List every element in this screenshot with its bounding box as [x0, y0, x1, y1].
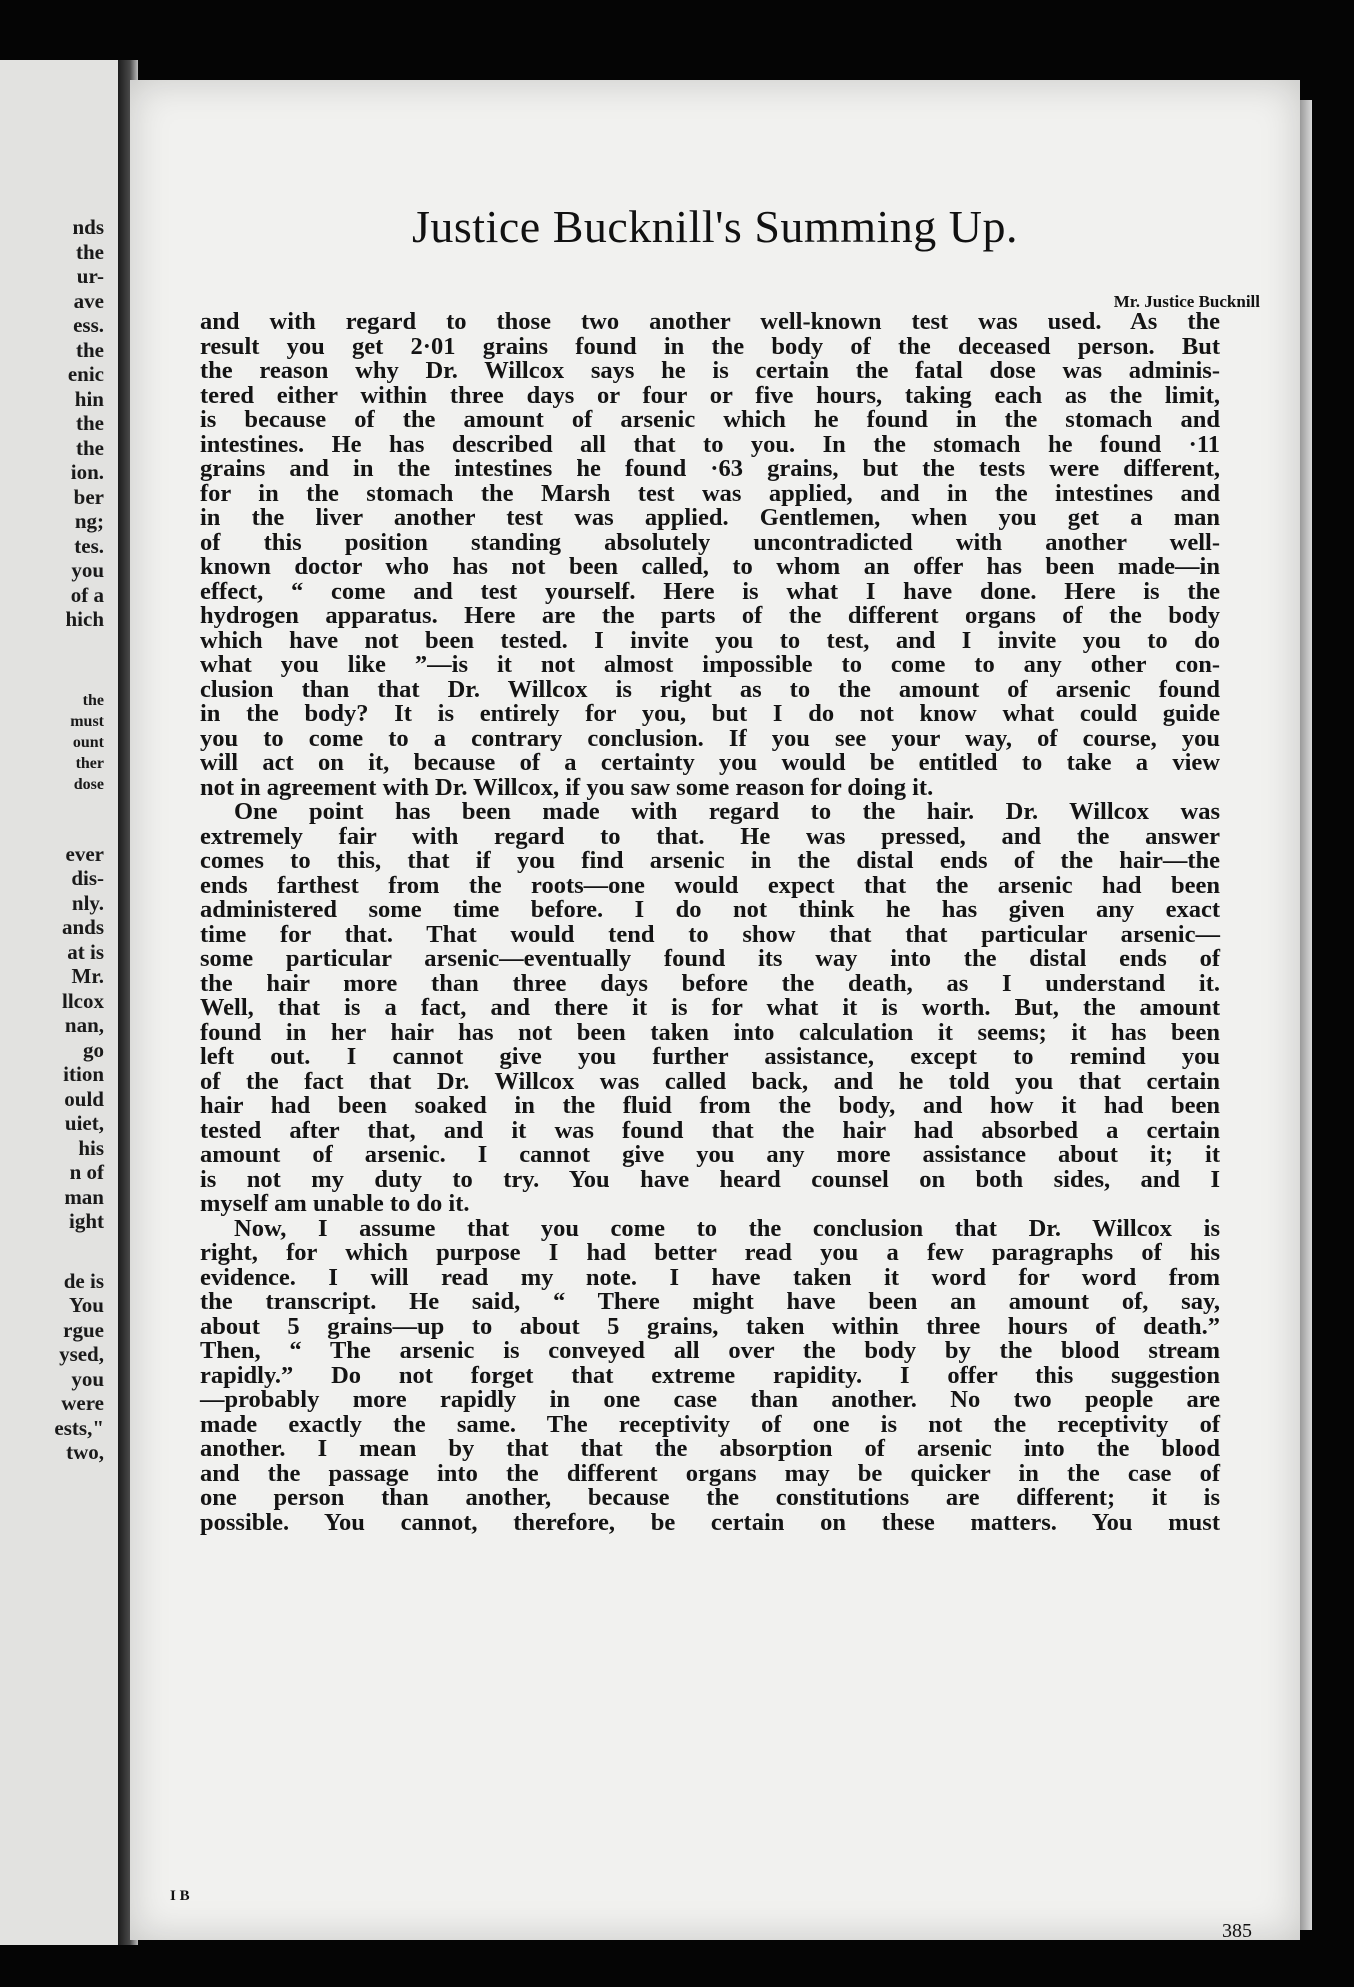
- facing-page-text-fragment: ition: [63, 1062, 104, 1086]
- text-line: not in agreement with Dr. Willcox, if you saw some reason for doing it.: [200, 773, 934, 801]
- facing-page-text-fragment: the: [82, 691, 104, 709]
- text-line: what you like ”—is it not almost impossible to come to any other con-: [200, 651, 1220, 678]
- facing-page-text-fragment: dose: [73, 775, 104, 793]
- facing-page-text-fragment: you: [71, 1366, 104, 1391]
- text-line: is not my duty to try. You have heard counsel on both sides, and I: [200, 1165, 1220, 1193]
- facing-page-text-fragment: hich: [65, 607, 104, 631]
- facing-page-text-fragment: n of: [69, 1160, 104, 1184]
- facing-page-text-fragment: ount: [72, 733, 104, 751]
- text-line: One point has been made with regard to the hair. Dr. Willcox was: [234, 798, 1220, 825]
- facing-page-text-fragment: You: [68, 1293, 104, 1317]
- facing-page-text-fragment: were: [61, 1391, 104, 1415]
- facing-page-text-fragment: ur-: [76, 264, 104, 288]
- text-line: intestines. He has described all that to you. In the stomach he found ·11: [200, 430, 1220, 458]
- running-head: Mr. Justice Bucknill: [1113, 292, 1260, 311]
- text-line: found in her hair has not been taken into calculation it seems; it has been: [200, 1018, 1220, 1046]
- text-line: in the liver another test was applied. Gentlemen, when you get a man: [200, 504, 1220, 531]
- text-line: the reason why Dr. Willcox says he is certain the fatal dose was adminis-: [200, 357, 1220, 384]
- facing-page-text-fragment: ever: [65, 841, 104, 866]
- text-line: of this position standing absolutely uncontradicted with another well-: [200, 528, 1220, 556]
- text-line: hydrogen apparatus. Here are the parts of the different organs of the body: [200, 602, 1220, 629]
- text-line: some particular arsenic—eventually found its way into the distal ends of: [200, 945, 1220, 972]
- page-edge: [1300, 100, 1312, 1930]
- text-line: which have not been tested. I invite you to test, and I invite you to do: [200, 626, 1220, 654]
- text-line: Well, that is a fact, and there it is for what it is worth. But, the amount: [200, 994, 1220, 1021]
- text-line: possible. You cannot, therefore, be certain on these matters. You must: [200, 1508, 1220, 1536]
- facing-page-text-fragment: ion.: [70, 460, 104, 484]
- text-line: Now, I assume that you come to the conclusion that Dr. Willcox is: [234, 1214, 1220, 1242]
- facing-page-text-fragment: de is: [63, 1268, 104, 1293]
- text-line: administered some time before. I do not think he has given any exact: [200, 896, 1220, 923]
- facing-page-text-fragment: go: [83, 1037, 104, 1062]
- text-line: result you get 2·01 grains found in the body of the deceased person. But: [200, 332, 1220, 360]
- facing-page-text-fragment: the: [76, 239, 104, 264]
- facing-page-text-fragment: nds: [72, 215, 104, 239]
- facing-page-text-fragment: man: [64, 1184, 104, 1209]
- text-line: left out. I cannot give you further assistance, except to remind you: [200, 1043, 1220, 1070]
- text-line: and the passage into the different organs may be quicker in the case of: [200, 1459, 1220, 1487]
- page-number: 385: [1222, 1920, 1252, 1942]
- facing-page-text-fragment: the: [76, 411, 104, 435]
- text-line: for in the stomach the Marsh test was applied, and in the intestines and: [200, 479, 1220, 507]
- facing-page-text-fragment: ave: [73, 288, 104, 313]
- text-line: you to come to a contrary conclusion. If you see your way, of course, you: [200, 724, 1220, 752]
- facing-page-text-fragment: the: [76, 337, 104, 362]
- text-line: extremely fair with regard to that. He was pressed, and the answer: [200, 822, 1220, 850]
- book-page: [130, 80, 1300, 1940]
- facing-page-text-fragment: ber: [73, 484, 104, 509]
- text-line: hair had been soaked in the fluid from the body, and how it had been: [200, 1092, 1220, 1119]
- facing-page-text-fragment: ther: [75, 754, 104, 772]
- text-line: the hair more than three days before the death, as I understand it.: [200, 969, 1220, 997]
- facing-page-text-fragment: ess.: [73, 313, 104, 337]
- text-line: right, for which purpose I had better read you a few paragraphs of his: [200, 1239, 1220, 1266]
- facing-page-text-fragment: Mr.: [71, 964, 104, 988]
- facing-page-text-fragment: ould: [64, 1086, 104, 1111]
- text-line: will act on it, because of a certainty you would be entitled to take a view: [200, 749, 1220, 776]
- text-line: —probably more rapidly in one case than another. No two people are: [200, 1386, 1220, 1413]
- text-line: ends farthest from the roots—one would expect that the arsenic had been: [200, 871, 1220, 899]
- facing-page-text-fragment: nan,: [64, 1013, 104, 1037]
- text-line: tered either within three days or four or five hours, taking each as the limit,: [200, 381, 1220, 409]
- facing-page-text-fragment: enic: [67, 362, 104, 386]
- facing-page-text-fragment: ysed,: [59, 1342, 104, 1366]
- text-line: known doctor who has not been called, to whom an offer has been made—in: [200, 553, 1220, 580]
- text-line: about 5 grains—up to about 5 grains, taken within three hours of death.”: [200, 1312, 1220, 1340]
- facing-page-text-fragment: ests,": [54, 1415, 104, 1440]
- facing-page-text-fragment: dis-: [71, 866, 104, 890]
- text-line: the transcript. He said, “ There might have been an amount of, say,: [200, 1288, 1220, 1315]
- signature-mark: I B: [170, 1888, 190, 1904]
- text-line: time for that. That would tend to show that that particular arsenic—: [200, 920, 1220, 948]
- text-line: clusion than that Dr. Willcox is right as to the amount of arsenic found: [200, 675, 1220, 703]
- text-line: amount of arsenic. I cannot give you any more assistance about it; it: [200, 1141, 1220, 1168]
- facing-page-text-fragment: llcox: [62, 988, 104, 1013]
- facing-page-text-fragment: the: [76, 435, 104, 460]
- text-line: of the fact that Dr. Willcox was called back, and he told you that certain: [200, 1067, 1220, 1095]
- facing-page-text-fragment: nly.: [71, 890, 104, 915]
- facing-page-fragment: [0, 60, 118, 1945]
- text-line: myself am unable to do it.: [200, 1190, 470, 1217]
- facing-page-text-fragment: you: [71, 558, 104, 582]
- page-title: Justice Bucknill's Summing Up.: [412, 201, 1018, 252]
- facing-page-text-fragment: of a: [70, 582, 104, 607]
- text-line: tested after that, and it was found that the hair had absorbed a certain: [200, 1116, 1220, 1144]
- text-line: in the body? It is entirely for you, but I do not know what could guide: [200, 700, 1220, 727]
- text-line: one person than another, because the constitutions are different; it is: [200, 1484, 1220, 1511]
- facing-page-text-fragment: uiet,: [64, 1111, 104, 1135]
- facing-page-text-fragment: tes.: [74, 533, 104, 558]
- facing-page-text-fragment: two,: [66, 1440, 104, 1464]
- text-line: comes to this, that if you find arsenic in the distal ends of the hair—the: [200, 847, 1220, 874]
- text-line: Then, “ The arsenic is conveyed all over the body by the blood stream: [200, 1337, 1220, 1364]
- facing-page-text-fragment: ight: [68, 1209, 104, 1233]
- facing-page-text-fragment: his: [78, 1135, 104, 1160]
- body-text: [200, 310, 1220, 1535]
- text-line: made exactly the same. The receptivity of one is not the receptivity of: [200, 1410, 1220, 1438]
- facing-page-text-fragment: ng;: [74, 509, 104, 533]
- text-line: rapidly.” Do not forget that extreme rapidity. I offer this suggestion: [200, 1361, 1220, 1389]
- facing-page-text-fragment: at is: [67, 939, 104, 964]
- text-line: and with regard to those two another well-known test was used. As the: [200, 308, 1220, 335]
- facing-page-text-fragment: must: [70, 712, 104, 730]
- facing-page-text-fragment: hin: [74, 386, 104, 411]
- facing-page-text-fragment: rgue: [63, 1317, 104, 1342]
- text-line: another. I mean by that that the absorption of arsenic into the blood: [200, 1435, 1220, 1462]
- text-line: evidence. I will read my note. I have taken it word for word from: [200, 1263, 1220, 1291]
- text-line: is because of the amount of arsenic which he found in the stomach and: [200, 406, 1220, 433]
- text-line: grains and in the intestines he found ·63 grains, but the tests were different,: [200, 455, 1220, 482]
- facing-page-text-fragment: ands: [61, 915, 104, 939]
- text-line: effect, “ come and test yourself. Here is what I have done. Here is the: [200, 577, 1220, 605]
